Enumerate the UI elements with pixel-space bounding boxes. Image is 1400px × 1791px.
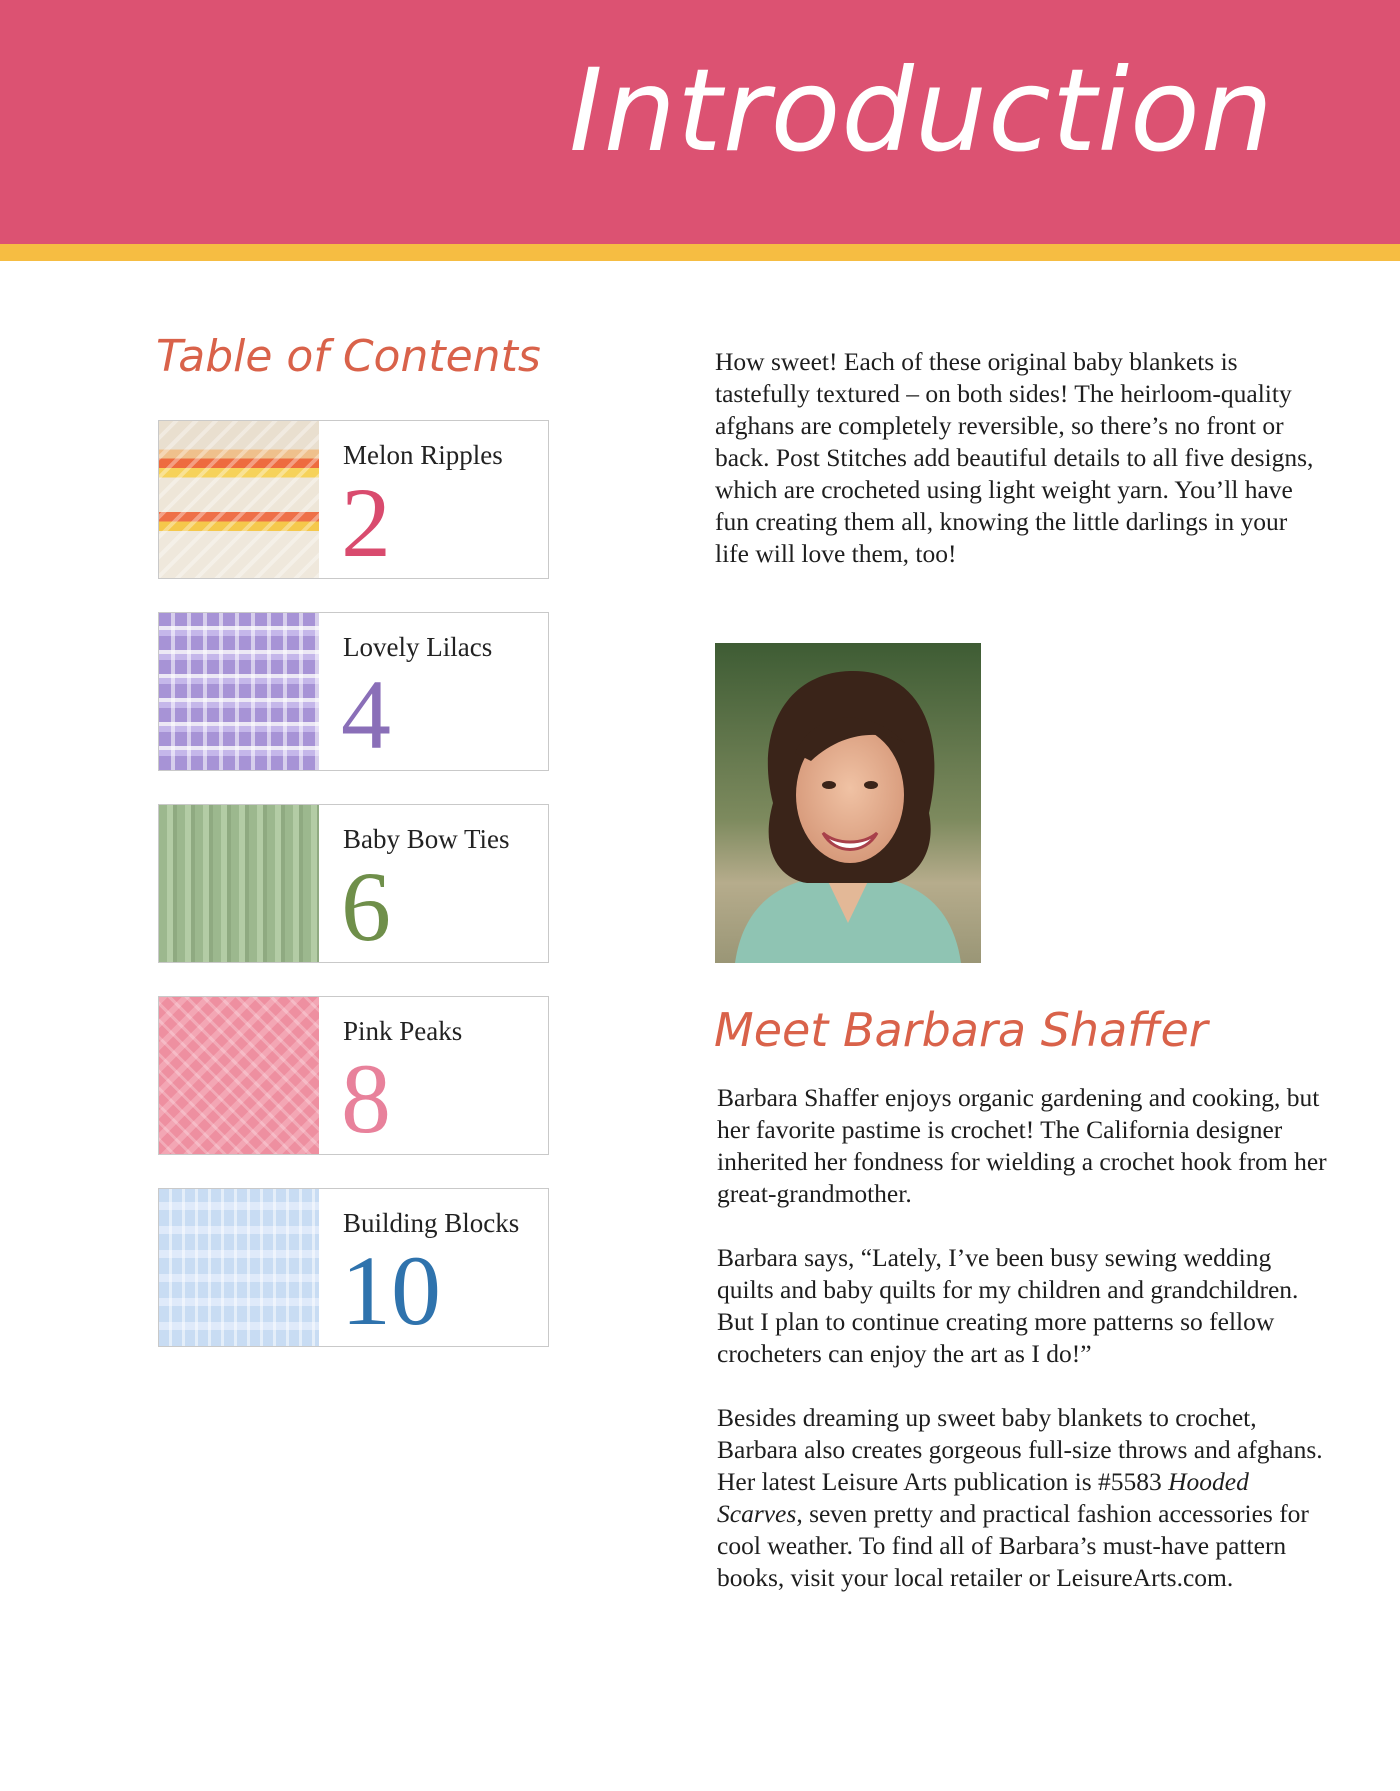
intro-paragraph: How sweet! Each of these original baby blankets is tastefully textured – on both sides! The heirloom-quality afghans are completely reversible, so there’s no front or back. Post Stitches add beautiful details to all five designs, which are crocheted using light weight yarn. You’ll have fun creating them all, knowing the little darlings in your life will love them, too! xyxy=(715,347,1314,568)
toc-heading: Table of Contents xyxy=(156,331,541,382)
baby-bow-ties-blanket-photo xyxy=(159,805,319,962)
toc-item-page-number: 8 xyxy=(341,1043,391,1154)
designer-heading: Meet Barbara Shaffer xyxy=(714,1003,1208,1057)
toc-item-lovely-lilacs[interactable] xyxy=(158,612,549,771)
bio-text: , seven pretty and practical fashion accessories for cool weather. To find all of Barbara’s must-have pattern books, visit your local retailer or LeisureArts.com. xyxy=(717,1499,1309,1592)
toc-item-building-blocks[interactable] xyxy=(158,1188,549,1347)
toc-item-page-number: 10 xyxy=(341,1235,441,1346)
page-title: Introduction xyxy=(569,44,1274,177)
melon-ripples-blanket-photo xyxy=(159,421,319,578)
toc-item-name: Melon Ripples xyxy=(343,440,503,470)
lovely-lilacs-blanket-photo xyxy=(159,613,319,770)
toc-item-page-number: 6 xyxy=(341,851,391,962)
toc-item-name: Lovely Lilacs xyxy=(343,632,493,662)
bio-text: Besides dreaming up sweet baby blankets to crochet, Barbara also creates gorgeous full-size throws and afghans. Her latest Leisure Arts publication is #5583 xyxy=(717,1403,1323,1496)
building-blocks-blanket-photo xyxy=(159,1189,319,1346)
toc-item-name: Baby Bow Ties xyxy=(343,824,510,854)
toc-item-pink-peaks[interactable] xyxy=(158,996,549,1155)
pink-peaks-blanket-photo xyxy=(159,997,319,1154)
book-title: Hooded Scarves xyxy=(717,1467,1249,1528)
header-stripe xyxy=(0,244,1400,261)
toc-item-baby-bow-ties[interactable] xyxy=(158,804,549,963)
toc-item-name: Pink Peaks xyxy=(343,1016,463,1046)
bio-paragraph: Barbara says, “Lately, I’ve been busy sewing wedding quilts and baby quilts for my children and grandchildren. But I plan to continue creating more patterns so fellow crocheters can enjoy the art as I do!” xyxy=(717,1243,1299,1368)
bio-paragraph: Barbara Shaffer enjoys organic gardening and cooking, but her favorite pastime is crochet! The California designer inherited her fondness for wielding a crochet hook from her great-grandmother. xyxy=(717,1083,1327,1208)
toc-item-page-number: 2 xyxy=(341,467,391,578)
bio-paragraph xyxy=(717,1402,1332,1594)
header-banner xyxy=(0,0,1400,244)
designer-bio xyxy=(717,1082,1332,1594)
toc-item-melon-ripples[interactable] xyxy=(158,420,549,579)
toc-item-page-number: 4 xyxy=(341,659,391,770)
designer-portrait-photo xyxy=(715,643,981,963)
toc-item-name: Building Blocks xyxy=(343,1208,520,1238)
